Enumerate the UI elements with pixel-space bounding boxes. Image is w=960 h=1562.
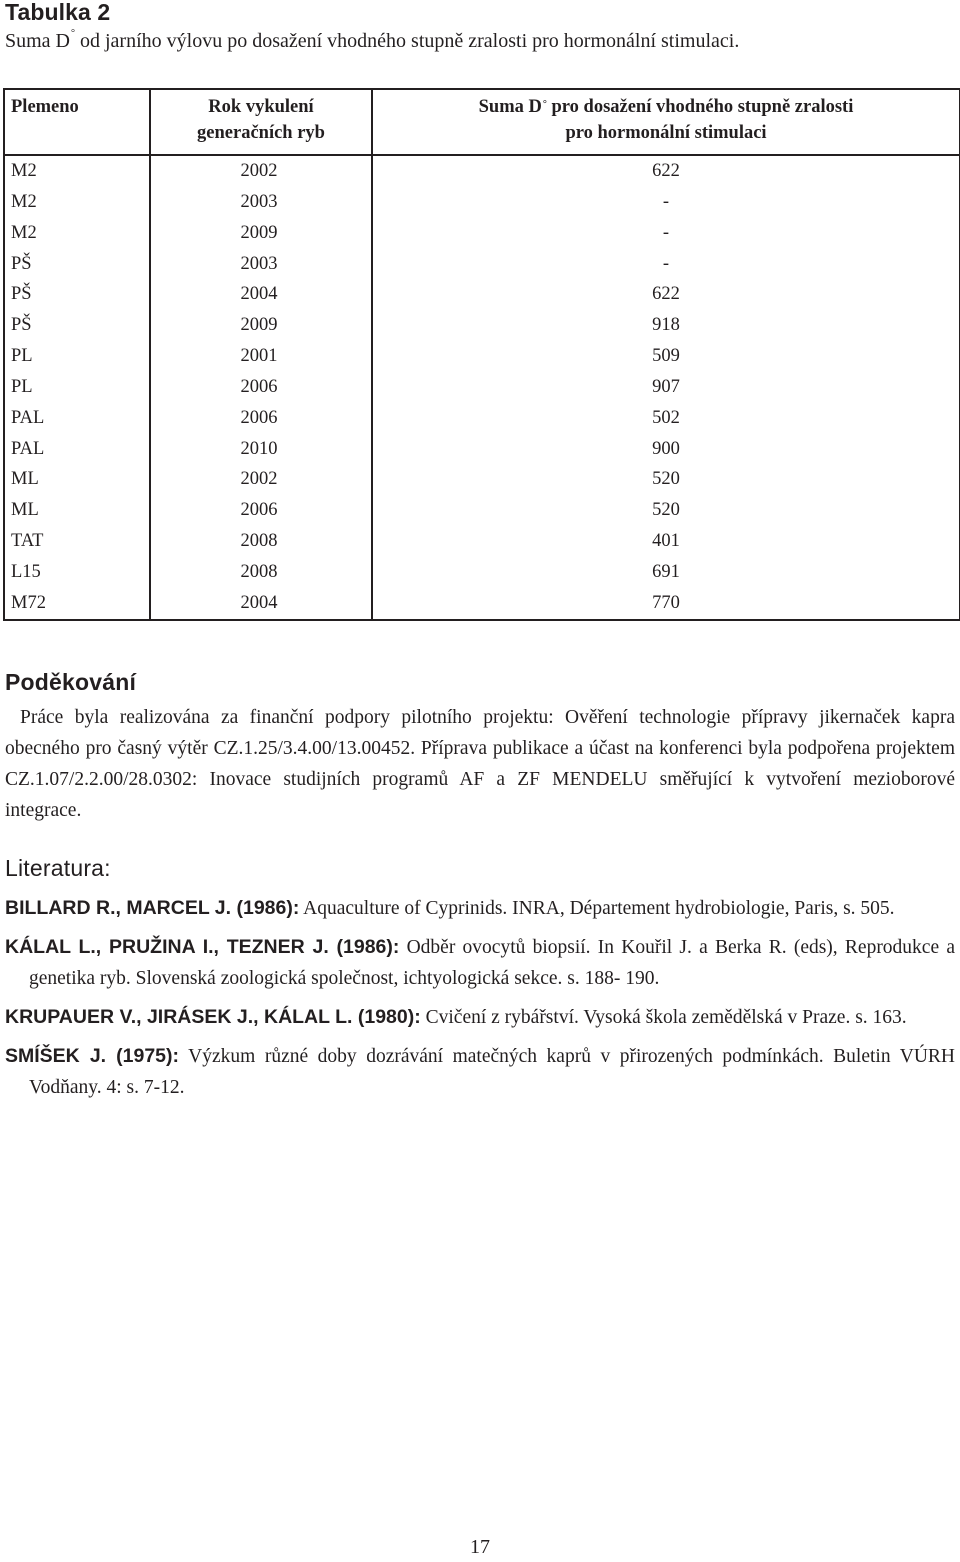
header-year-line2: generačních ryb [197,123,325,143]
table-row [4,187,960,218]
caption-text-before: Suma D [5,30,70,52]
cell-year: 2009 [150,218,372,249]
cell-value: - [372,249,960,280]
cell-breed: ML [4,464,150,495]
cell-breed: ML [4,495,150,526]
table-row [4,495,960,526]
table-row [4,310,960,341]
table-caption [5,30,739,53]
cell-value: 900 [372,434,960,465]
table-row [4,218,960,249]
acknowledgement-text [5,702,955,826]
header-sum-after: pro dosažení vhodného stupně zralosti [546,97,854,117]
header-degree-symbol: ° [542,99,547,110]
table-row [4,341,960,372]
cell-year: 2002 [150,155,372,187]
cell-breed: L15 [4,557,150,588]
cell-breed: PAL [4,403,150,434]
cell-value: - [372,218,960,249]
cell-breed: M72 [4,588,150,620]
cell-value: 502 [372,403,960,434]
reference-list [5,893,955,1111]
acknowledgement-heading: Poděkování [5,669,137,695]
literature-heading: Literatura: [5,855,111,881]
cell-breed: PL [4,341,150,372]
cell-breed: PŠ [4,279,150,310]
reference-authors: SMÍŠEK J. (1975): [5,1045,180,1067]
cell-value: 509 [372,341,960,372]
cell-year: 2002 [150,464,372,495]
reference-text: Cvičení z rybářství. Vysoká škola zemědělská v Praze. s. 163. [420,1007,907,1028]
table-row [4,434,960,465]
cell-year: 2001 [150,341,372,372]
acknowledgement-paragraph: Práce byla realizována za finanční podpory pilotního projektu: Ověření technologie přípravy jikernaček kapra obecného pro časný výtěr CZ.1.25/3.4.00/13.00452. Příprava publikace a účast na konferenci byla podpořena projektem CZ.1.07/2.2.00/28.0302: Inovace studijních programů AF a ZF MENDELU směřující k vytvoření mezioborové integrace. [5,707,955,821]
reference-text: Odběr ovocytů biopsií. In Kouřil J. a Berka R. (eds), Reprodukce a genetika ryb. Slovenská zoologická společnost, ichtyologická sekce. s. 188- 190. [29,937,955,989]
table-row [4,557,960,588]
cell-breed: PL [4,372,150,403]
header-sum [372,89,960,155]
reference-authors: KRUPAUER V., JIRÁSEK J., KÁLAL L. (1980): [5,1006,421,1028]
cell-year: 2008 [150,557,372,588]
header-year-line1: Rok vykulení [208,97,314,117]
cell-value: 622 [372,155,960,187]
reference-item [5,932,955,994]
cell-year: 2006 [150,495,372,526]
cell-year: 2004 [150,279,372,310]
table-body [4,155,960,620]
reference-text: Výzkum různé doby dozrávání matečných kaprů v přirozených podmínkách. Buletin VÚRH Vodňany. 4: s. 7-12. [29,1046,955,1098]
table-row [4,155,960,187]
page-number: 17 [470,1536,490,1558]
cell-breed: M2 [4,155,150,187]
table-row [4,588,960,620]
cell-value: - [372,187,960,218]
table-row [4,372,960,403]
degree-symbol: ° [71,28,75,39]
cell-value: 401 [372,526,960,557]
cell-year: 2003 [150,249,372,280]
table-row [4,279,960,310]
header-sum-before: Suma D [478,97,542,117]
header-year [150,89,372,155]
caption-text-after: od jarního výlovu po dosažení vhodného stupně zralosti pro hormonální stimulaci. [75,30,740,52]
data-table [3,88,960,621]
cell-value: 691 [372,557,960,588]
cell-breed: M2 [4,218,150,249]
reference-text: Aquaculture of Cyprinids. INRA, Département hydrobiologie, Paris, s. 505. [299,898,895,919]
cell-value: 907 [372,372,960,403]
header-sum-line2: pro hormonální stimulaci [565,123,767,143]
cell-year: 2006 [150,403,372,434]
cell-year: 2006 [150,372,372,403]
cell-breed: PŠ [4,310,150,341]
table-header-row [4,89,960,155]
reference-item [5,1041,955,1103]
header-breed: Plemeno [4,89,150,155]
cell-year: 2010 [150,434,372,465]
cell-value: 520 [372,495,960,526]
cell-year: 2003 [150,187,372,218]
cell-breed: TAT [4,526,150,557]
table-row [4,249,960,280]
reference-authors: KÁLAL L., PRUŽINA I., TEZNER J. (1986): [5,936,400,958]
reference-item [5,1002,955,1033]
cell-year: 2008 [150,526,372,557]
reference-authors: BILLARD R., MARCEL J. (1986): [5,897,300,919]
cell-value: 520 [372,464,960,495]
cell-breed: PŠ [4,249,150,280]
table-row [4,403,960,434]
table-title: Tabulka 2 [5,0,111,25]
table-row [4,464,960,495]
cell-value: 770 [372,588,960,620]
cell-breed: PAL [4,434,150,465]
cell-value: 918 [372,310,960,341]
cell-year: 2009 [150,310,372,341]
cell-value: 622 [372,279,960,310]
cell-year: 2004 [150,588,372,620]
reference-item [5,893,955,924]
cell-breed: M2 [4,187,150,218]
table-row [4,526,960,557]
